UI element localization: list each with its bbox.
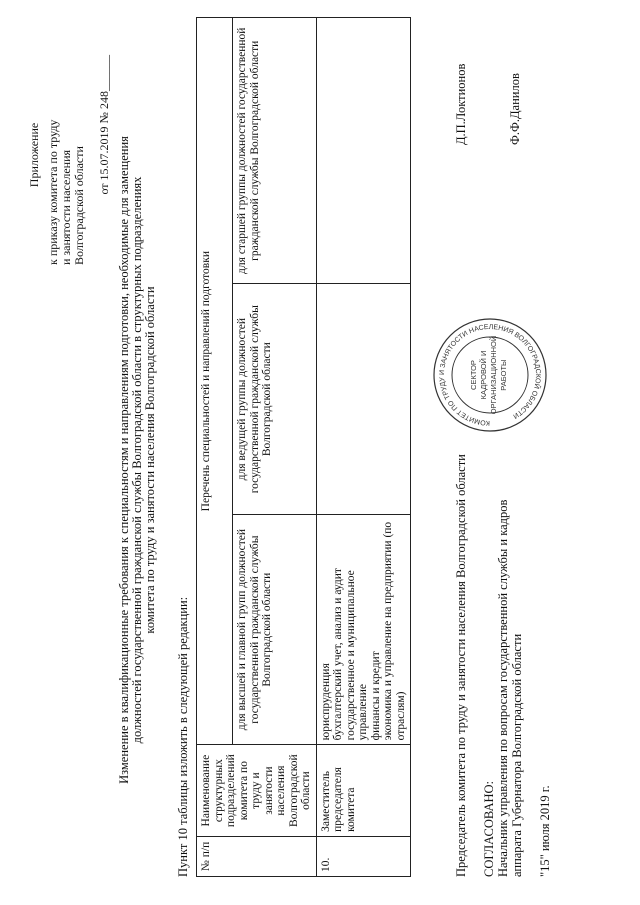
chair-title: Председатель комитета по труду и занятости населения Волгоградской области [454,454,468,877]
specialty-item: юриспруденция [319,663,332,741]
appendix-line3: Волгоградской области [72,146,86,265]
agreed-line2: аппарата Губернатора Волгоградской области [510,633,524,877]
agreed-line1: Начальник управления по вопросам государственной службы и кадров [496,499,510,877]
stamp-seal [430,315,550,435]
specialty-item: финансы и кредит [369,651,382,741]
header-no: № п/п [197,836,317,876]
row-col-c [316,18,411,284]
stamp-line1: СЕКТОР [469,360,478,390]
header-col-a: для высшей и главной групп должностей государственной гражданской службы Волгоградской области [233,514,316,744]
stamp-line3: ОРГАНИЗАЦИОННОЙ [489,335,498,415]
qualification-table [196,17,411,877]
stamp-line4: РАБОТЫ [499,359,508,391]
header-col-c: для старшей группы должностей государственной гражданской службы Волгоградской области [233,18,316,284]
specialty-item: государственное и муниципальное управление [344,570,369,741]
appendix-title: Приложение [27,122,41,188]
row-col-b [316,284,411,514]
heading-line1: Изменение в квалификационные требования к специальностям и направлениям подготовки, необходимые для замещения [117,136,131,784]
heading-line2: должностей государственной гражданской службы Волгоградской области в структурных подразделениях [130,176,144,744]
table-row [316,18,411,877]
intro-text: Пункт 10 таблицы изложить в следующей редакции: [176,596,190,877]
heading-line3: комитета по труду и занятости населения Волгоградской области [143,286,157,634]
signature-date: "15" июля 2019 г. [538,785,552,877]
agreed-name: Ф.Ф.Данилов [508,73,522,145]
appendix-block [28,45,111,265]
stamp-ring-text: КОМИТЕТ ПО ТРУДУ И ЗАНЯТОСТИ НАСЕЛЕНИЯ ВОЛГОГРАДСКОЙ ОБЛАСТИ [438,323,542,427]
stamp-line2: КАДРОВОЙ И [479,350,488,400]
specialty-item: экономика и управление на предприятии (по отраслям) [382,521,407,741]
appendix-line1: к приказу комитета по труду [46,119,60,265]
row-name: Заместитель председателя комитета [316,745,411,837]
agreed-block [482,500,524,877]
row-no: 10. [316,836,411,876]
header-col-b: для ведущей группы должностей государственной гражданской службы Волгоградской области [233,284,316,514]
appendix-line2: и занятости населения [59,149,73,265]
document-heading [118,135,157,785]
specialty-item: бухгалтерский учет, анализ и аудит [332,568,344,741]
header-group: Перечень специальностей и направлений подготовки [197,18,233,745]
agreed-label: СОГЛАСОВАНО: [482,780,496,877]
row-specialties [316,514,411,744]
chair-name: Д.П.Локтионов [454,63,468,145]
header-name: Наименование структурных подразделений комитета по труду и занятости населения Волгоградской области [197,745,317,837]
appendix-date: от 15.07.2019 № 248______ [97,55,111,195]
